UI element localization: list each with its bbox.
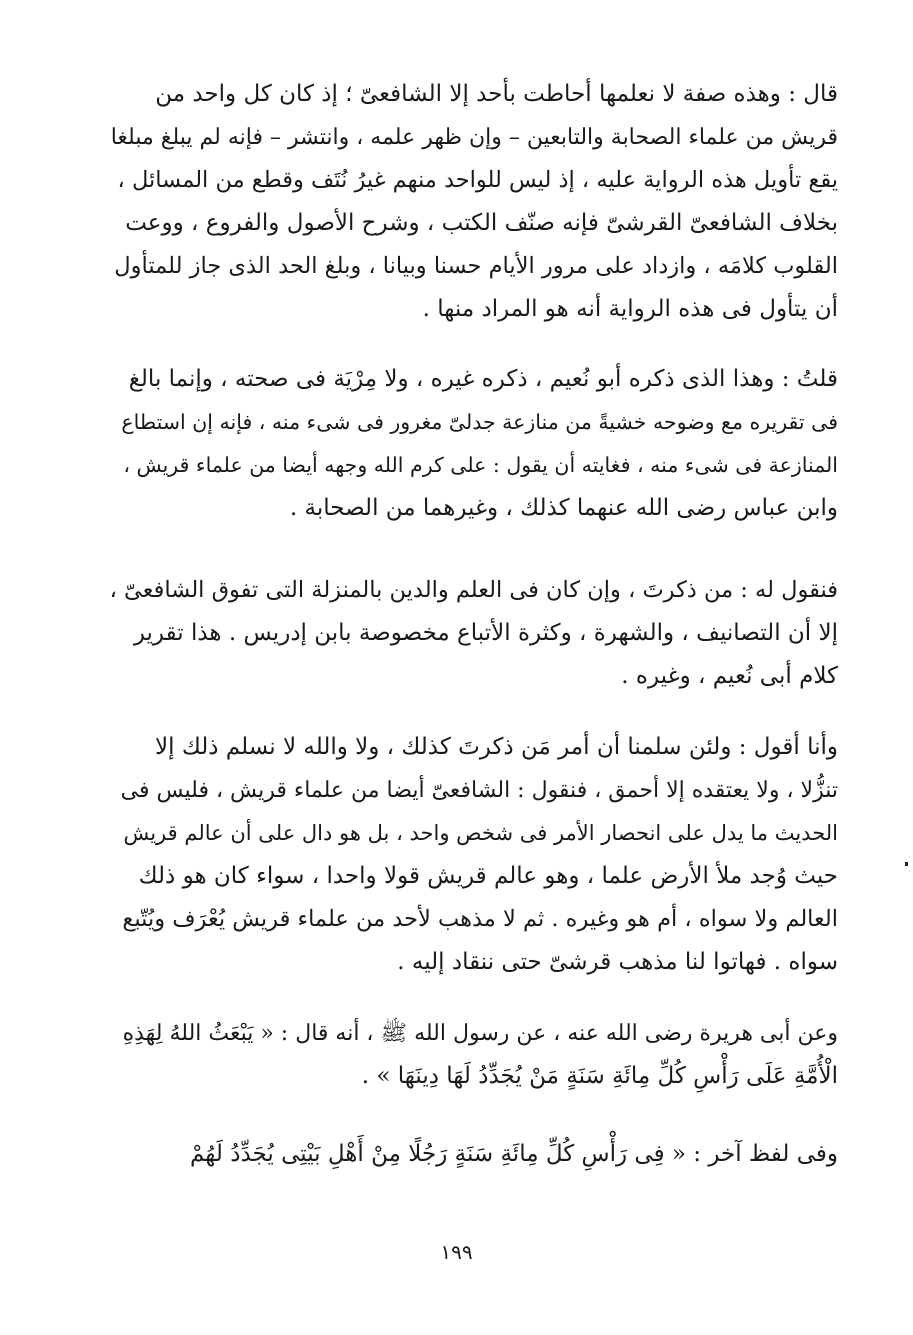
text-line: القلوب كلامَه ، وازداد على مرور الأيام حسنا وبيانا ، وبلغ الحد الذى جاز للمتأول bbox=[114, 253, 838, 279]
text-line: وأنا أقول : ولئن سلمنا أن أمر مَن ذكرتَ كذلك ، ولا والله لا نسلم ذلك إلا bbox=[155, 734, 838, 760]
text-line: بخلاف الشافعىّ القرشىّ فإنه صنّف الكتب ، وشرح الأصول والفروع ، ووعت bbox=[125, 210, 838, 236]
text-line: الحديث ما يدل على انحصار الأمر فى شخص واحد ، بل هو دال على أن عالم قريش bbox=[123, 821, 838, 845]
text-line: يقع تأويل هذه الرواية عليه ، إذ ليس للواحد منهم غيرُ نُتَف وقطع من المسائل ، bbox=[117, 167, 838, 193]
paragraph-2 bbox=[108, 358, 838, 530]
text-line: وعن أبى هريرة رضى الله عنه ، عن رسول الله ﷺ ، أنه قال : « يَبْعَثُ اللهُ لِهَذِهِ bbox=[122, 1021, 838, 1046]
text-line: قريش من علماء الصحابة والتابعين – وإن ظهر علمه ، وانتشر – فإنه لم يبلغ مبلغا bbox=[110, 125, 838, 150]
paragraph-5 bbox=[108, 1012, 838, 1098]
paragraph-3 bbox=[108, 569, 838, 698]
text-line: الْأُمَّةِ عَلَى رَأْسِ كُلِّ مِائَةِ سَنَةٍ مَنْ يُجَدِّدُ لَهَا دِينَهَا » . bbox=[361, 1063, 838, 1089]
paragraph-4 bbox=[108, 726, 838, 984]
text-line: كلام أبى نُعيم ، وغيره . bbox=[621, 663, 838, 689]
text-line: إلا أن التصانيف ، والشهرة ، وكثرة الأتباع مخصوصة بابن إدريس . هذا تقرير bbox=[133, 620, 838, 646]
text-line: وابن عباس رضى الله عنهما كذلك ، وغيرهما من الصحابة . bbox=[289, 495, 838, 521]
text-line: وفى لفظ آخر : « فِى رَأْسِ كُلِّ مِائَةِ سَنَةٍ رَجُلًا مِنْ أَهْلِ بَيْتِى يُجَدِّدُ لَهُمْ bbox=[190, 1141, 838, 1167]
text-line: أن يتأول فى هذه الرواية أنه هو المراد منها . bbox=[422, 296, 838, 322]
text-line: قال : وهذه صفة لا نعلمها أحاطت بأحد إلا الشافعىّ ؛ إذ كان كل واحد من bbox=[155, 81, 838, 107]
text-line: فى تقريره مع وضوحه خشيةً من منازعة جدلىّ مغرور فى شىء منه ، فإنه إن استطاع bbox=[121, 410, 838, 434]
text-line: تنزُّلا ، ولا يعتقده إلا أحمق ، فنقول : الشافعىّ أيضا من علماء قريش ، فليس فى bbox=[120, 778, 838, 803]
text-line: سواه . فهاتوا لنا مذهب قرشىّ حتى ننقاد إليه . bbox=[397, 949, 838, 975]
text-line: المنازعة فى شىء منه ، فغايته أن يقول : على كرم الله وجهه أيضا من علماء قريش ، bbox=[123, 453, 838, 477]
margin-mark bbox=[905, 862, 908, 866]
page-number: ١٩٩ bbox=[440, 1240, 473, 1264]
text-line: قلتُ : وهذا الذى ذكره أبو نُعيم ، ذكره غيره ، ولا مِرْيَة فى صحته ، وإنما بالغ bbox=[128, 366, 838, 392]
paragraph-1 bbox=[108, 73, 838, 331]
text-line: حيث وُجد ملأ الأرض علما ، وهو عالم قريش قولا واحدا ، سواء كان هو ذلك bbox=[138, 863, 838, 889]
text-line: العالم ولا سواه ، أم هو وغيره . ثم لا مذهب لأحد من علماء قريش يُعْرَف ويُتّبع bbox=[122, 906, 838, 932]
text-line: فنقول له : من ذكرتَ ، وإن كان فى العلم والدين بالمنزلة التى تفوق الشافعىّ ، bbox=[109, 577, 838, 603]
paragraph-6 bbox=[108, 1133, 838, 1176]
